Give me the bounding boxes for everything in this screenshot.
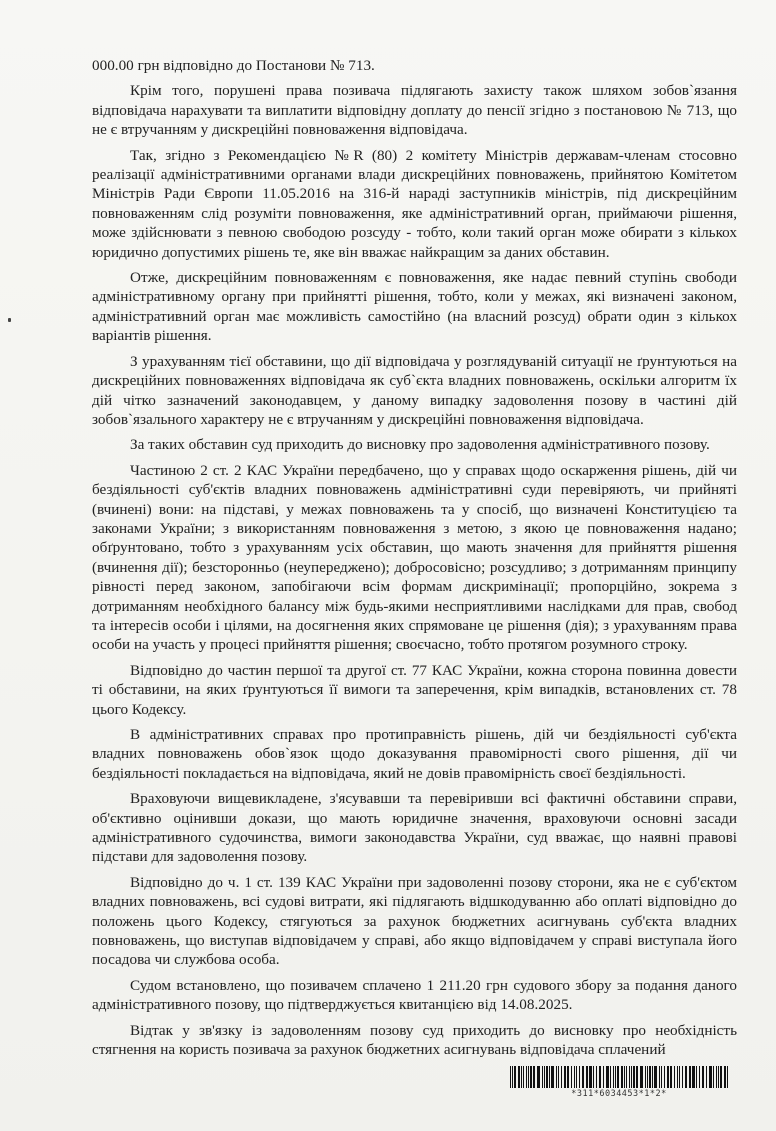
barcode-bar bbox=[679, 1066, 680, 1088]
barcode-bar bbox=[564, 1066, 566, 1088]
barcode-bar bbox=[521, 1066, 522, 1088]
barcode-bar bbox=[546, 1066, 548, 1088]
barcode-bar bbox=[621, 1066, 623, 1088]
barcode-bar bbox=[613, 1066, 614, 1088]
barcode-bar bbox=[631, 1066, 632, 1088]
barcode-bar bbox=[720, 1066, 722, 1088]
barcode-bar bbox=[579, 1066, 580, 1088]
barcode-bar bbox=[636, 1066, 638, 1088]
paragraph: Отже, дискреційним повноваженням є повноваження, яке надає певний ступінь свободи адміністративному органу при прийнятті рішення, тобто, коли у межах, які визначені законом, адміністративний орган має можливість самостійно (на власний розсуд) обрати один з кількох варіантів рішення. bbox=[92, 269, 737, 345]
barcode-bar bbox=[626, 1066, 627, 1088]
barcode-bar bbox=[615, 1066, 616, 1088]
barcode-bar bbox=[661, 1066, 662, 1088]
barcode bbox=[508, 1066, 730, 1102]
barcode-bar bbox=[596, 1066, 597, 1088]
barcode-bar bbox=[551, 1066, 554, 1088]
barcode-bar bbox=[718, 1066, 719, 1088]
barcode-bar bbox=[544, 1066, 545, 1088]
barcode-bar bbox=[677, 1066, 678, 1088]
barcode-bar bbox=[685, 1066, 687, 1088]
barcode-bar bbox=[558, 1066, 559, 1088]
barcode-bar bbox=[645, 1066, 646, 1088]
barcode-bar bbox=[528, 1066, 529, 1088]
barcode-bar bbox=[586, 1066, 588, 1088]
barcode-bar bbox=[556, 1066, 557, 1088]
barcode-bar bbox=[633, 1066, 635, 1088]
barcode-bar bbox=[702, 1066, 704, 1088]
barcode-bar bbox=[533, 1066, 535, 1088]
barcode-bar bbox=[510, 1066, 511, 1088]
barcode-bar bbox=[567, 1066, 569, 1088]
barcode-bar bbox=[716, 1066, 717, 1088]
barcode-bar bbox=[574, 1066, 575, 1088]
barcode-bar bbox=[649, 1066, 651, 1088]
barcode-bar bbox=[682, 1066, 683, 1088]
barcode-bars bbox=[508, 1066, 730, 1088]
barcode-bar bbox=[699, 1066, 700, 1088]
barcode-bar bbox=[542, 1066, 543, 1088]
barcode-bar bbox=[571, 1066, 572, 1088]
barcode-bar bbox=[610, 1066, 611, 1088]
barcode-bar bbox=[654, 1066, 657, 1088]
barcode-bar bbox=[512, 1066, 513, 1088]
paragraph: Так, згідно з Рекомендацією №R (80) 2 комітету Міністрів державам-членам стосовно реалізації адміністративними органами влади дискреційних повноважень, прийнятою Комітетом Міністрів Ради Європи 11.05.2016 на 316-й нараді заступників міністрів, під дискреційним повноваженням слід розуміти повноваження, яке адміністративний орган, приймаючи рішення, може здійснювати з певною свободою розсуду - тобто, коли такий орган може обирати з кількох юридично допустимих рішень те, яке він вважає найкращим за даних обставин. bbox=[92, 146, 737, 261]
barcode-bar bbox=[724, 1066, 726, 1088]
barcode-bar bbox=[593, 1066, 594, 1088]
barcode-bar bbox=[537, 1066, 540, 1088]
barcode-bar bbox=[640, 1066, 643, 1088]
paragraph: З урахуванням тієї обставини, що дії відповідача у розглядуваній ситуації не ґрунтуються на дискреційних повноваженнях відповідача як суб`єкта владних повноважень, оскільки алгоритм їх дій чітко зазначений законодавцем, у даному випадку задоволення позову в частині дій зобов`язального характеру не є втручанням у дискреційні повноваження відповідача. bbox=[92, 352, 737, 428]
paragraph: Частиною 2 ст. 2 КАС України передбачено, що у справах щодо оскарження рішень, дій чи бездіяльності суб'єктів владних повноважень адміністративні суди перевіряють, чи прийняті (вчинені) вони: на підставі, у межах повноважень та у спосіб, що визначені Конституцією та законами України; з використанням повноваження з метою, з якою це повноваження надано; обґрунтовано, тобто з урахуванням усіх обставин, що мають значення для прийняття рішення (вчинення дії); безсторонньо (неупереджено); добросовісно; розсудливо; з дотриманням принципу рівності перед законом, запобігаючи всім формам дискримінації; пропорційно, зокрема з дотриманням необхідного балансу між будь-якими несприятливими наслідками для прав, свобод та інтересів особи і цілями, на досягнення яких спрямоване це рішення (дія); з урахуванням права особи на участь у процесі прийняття рішення; своєчасно, тобто протягом розумного строку. bbox=[92, 461, 737, 654]
barcode-bar bbox=[659, 1066, 660, 1088]
barcode-bar bbox=[530, 1066, 532, 1088]
paragraph: Крім того, порушені права позивача підлягають захисту також шляхом зобов`язання відповідача нарахувати та виплатити відповідну доплату до пенсії згідно з постановою № 713, що не є втручанням у дискреційні повноваження відповідача. bbox=[92, 82, 737, 139]
barcode-bar bbox=[599, 1066, 601, 1088]
paragraph: 000.00 грн відповідно до Постанови № 713. bbox=[92, 57, 375, 74]
barcode-bar bbox=[549, 1066, 550, 1088]
barcode-bar bbox=[709, 1066, 712, 1088]
barcode-bar bbox=[526, 1066, 527, 1088]
barcode-bar bbox=[727, 1066, 728, 1088]
barcode-bar bbox=[603, 1066, 604, 1088]
barcode-bar bbox=[576, 1066, 577, 1088]
barcode-bar bbox=[523, 1066, 524, 1088]
barcode-bar bbox=[674, 1066, 675, 1088]
paragraph: Враховуючи вищевикладене, з'ясувавши та перевіривши всі фактичні обставини справи, об'єктивно оцінивши докази, що мають юридичне значення, враховуючи основні засади адміністративного судочинства, вимоги законодавства України, суд вважає, що наявні правові підстави для задоволення позову. bbox=[92, 790, 737, 866]
paragraph: Відповідно до ч. 1 ст. 139 КАС України при задоволенні позову сторони, яка не є суб'єктом владних повноважень, всі судові витрати, які підлягають відшкодуванню або оплаті відповідно до положень цього Кодексу, стягуються за рахунок бюджетних асигнувань суб'єкта владних повноважень, що виступав відповідачем у справі, або якщо відповідачем у справі виступала його посадова чи службова особа. bbox=[92, 873, 737, 969]
paragraph: Відтак у зв'язку із задоволенням позову суд приходить до висновку про необхідність стягнення на користь позивача за рахунок бюджетних асигнувань відповідача сплачений bbox=[92, 1021, 737, 1059]
barcode-bar bbox=[647, 1066, 648, 1088]
barcode-bar bbox=[670, 1066, 672, 1088]
paragraph: В адміністративних справах про протиправність рішень, дій чи бездіяльності суб'єкта владних повноважень обов`язок щодо доказування правомірності свого рішення, дії чи бездіяльності покладається на відповідача, який не довів правомірність своєї бездіяльності. bbox=[92, 726, 737, 782]
barcode-bar bbox=[692, 1066, 695, 1088]
barcode-bar bbox=[518, 1066, 520, 1088]
barcode-bar bbox=[629, 1066, 630, 1088]
barcode-bar bbox=[652, 1066, 653, 1088]
scan-mark bbox=[8, 318, 11, 322]
barcode-bar bbox=[606, 1066, 609, 1088]
document-body bbox=[92, 56, 737, 1066]
barcode-text: *311*6034453*1*2* bbox=[571, 1089, 667, 1099]
barcode-bar bbox=[706, 1066, 707, 1088]
barcode-bar bbox=[624, 1066, 625, 1088]
barcode-bar bbox=[589, 1066, 592, 1088]
barcode-bar bbox=[664, 1066, 665, 1088]
paragraph: За таких обставин суд приходить до висновку про задоволення адміністративного позову. bbox=[130, 436, 710, 454]
barcode-bar bbox=[667, 1066, 669, 1088]
barcode-bar bbox=[561, 1066, 562, 1088]
barcode-bar bbox=[582, 1066, 584, 1088]
barcode-bar bbox=[696, 1066, 697, 1088]
paragraph: Відповідно до частин першої та другої ст. 77 КАС України, кожна сторона повинна довести ті обставини, на яких ґрунтуються її вимоги та заперечення, крім випадків, встановлених ст. 78 цього Кодексу. bbox=[92, 661, 737, 718]
paragraph: Судом встановлено, що позивачем сплачено 1 211.20 грн судового збору за подання даного адміністративного позову, що підтверджується квитанцією від 14.08.2025. bbox=[92, 976, 737, 1014]
barcode-bar bbox=[514, 1066, 516, 1088]
barcode-bar bbox=[689, 1066, 691, 1088]
barcode-bar bbox=[713, 1066, 714, 1088]
barcode-bar bbox=[617, 1066, 619, 1088]
